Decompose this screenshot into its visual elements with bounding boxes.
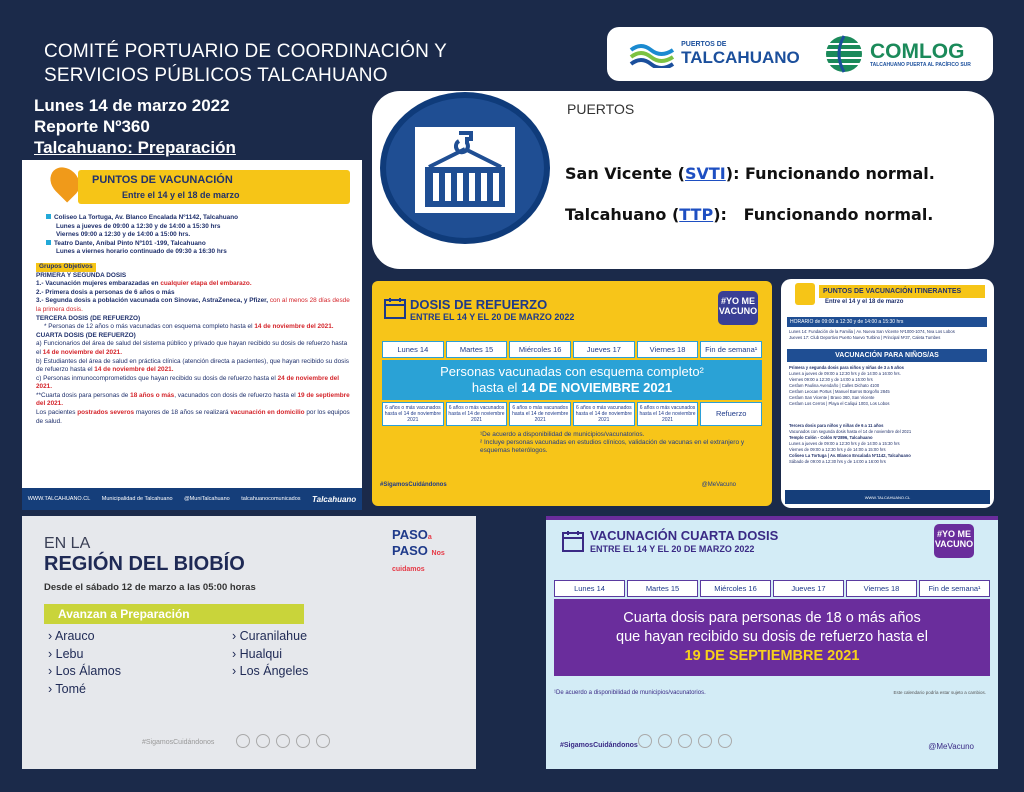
kids-block1: [789, 365, 987, 407]
vaccine-icon: [718, 734, 732, 748]
port2-status: ): Funcionando normal.: [713, 205, 934, 224]
region-since: Desde el sábado 12 de marzo a las 05:00 horas: [44, 582, 256, 593]
region-commune: › Curanilahue: [232, 629, 308, 643]
day-header: Jueves 17: [773, 580, 844, 597]
calendar-icon: [562, 530, 584, 552]
booster-days-row: [382, 341, 762, 358]
port-talcahuano: [565, 205, 933, 224]
committee-title-line1: COMITÉ PORTUARIO DE COORDINACIÓN Y: [44, 41, 448, 62]
g3-e3: por los equipos de salud.: [36, 409, 350, 425]
booster-note1: ¹De acuerdo a disponibilidad de municipios/vacunatorios.: [480, 431, 645, 438]
booster-cell-weekend: Refuerzo: [700, 402, 762, 426]
booster-banner-date: 14 DE NOVIEMBRE 2021: [521, 380, 673, 395]
fourth-banner-line2: que hayan recibido su dosis de refuerzo hasta el: [616, 629, 928, 645]
day-header: Martes 15: [446, 341, 508, 358]
g3-er2: vacunación en domicilio: [230, 409, 305, 417]
booster-cells-row: [382, 402, 762, 426]
booster-hashtag: #SigamosCuidándonos: [380, 482, 447, 488]
day-header: Lunes 14: [382, 341, 444, 358]
paso-a-paso-logo: [392, 528, 470, 576]
booster-social[interactable]: @MeVacuno: [701, 482, 736, 488]
ventilation-icon: [698, 734, 712, 748]
vac-loc2-a: Lunes a viernes horario continuado de 09:30 a 16:30 hrs: [56, 248, 227, 256]
region-column2: [232, 628, 308, 681]
vac-loc2: Teatro Dante, Aníbal Pinto Nº101 -199, Talcahuano: [54, 239, 206, 247]
g3-e: Los pacientes: [36, 409, 76, 417]
paso2: PASO: [392, 543, 428, 558]
itinerant-footer: [785, 490, 990, 504]
groups-tag: Grupos Objetivos: [36, 263, 96, 272]
fourth-note2: Este calendario podría estar sujeto a cambios.: [893, 690, 986, 695]
port1-name: San Vicente (: [565, 164, 685, 183]
day-header: Viernes 18: [846, 580, 917, 597]
paso1: PASO: [392, 527, 428, 542]
report-number: Reporte Nº360: [34, 117, 150, 136]
kids2-a: Vacunados con segunda dosis hasta el 14 de noviembre del 2021: [789, 429, 912, 434]
region-en: EN LA: [44, 535, 91, 552]
itinerant-line2: Jueves 17: Club Deportivo Puerto Nuevo Turbino | Principal Nº37, Caleta Tumbes: [789, 335, 941, 340]
booster-banner: [382, 360, 762, 400]
kids2-d: Viernes de 09:00 a 12:30 hrs y de 14:00 a 15:00 hrs: [789, 447, 886, 452]
distance-icon: [276, 734, 290, 748]
fourth-social[interactable]: @MeVacuno: [928, 742, 974, 751]
kids-block2: [789, 423, 987, 465]
region-commune: › Hualqui: [232, 646, 283, 661]
mask-icon: [638, 734, 652, 748]
kids2-e: Coliseo La Tortuga | Av. Blanco Encalada Nº1142, Talcahuano: [789, 453, 911, 458]
ttp-link[interactable]: TTP: [679, 205, 714, 224]
paso-a: a: [427, 534, 432, 541]
itinerant-title: PUNTOS DE VACUNACIÓN ITINERANTES: [819, 285, 985, 298]
kids2-f: Sábado de 09:00 a 12:30 hrs y de 14:00 a 16:00 hrs: [789, 459, 886, 464]
port-san-vicente: [565, 164, 935, 183]
yo-me-vacuno-badge: #YO ME VACUNO: [934, 524, 974, 558]
region-column1: [48, 628, 121, 698]
booster-schedule-table: [382, 341, 762, 426]
vaccination-points-card: [22, 160, 362, 510]
booster-cell: 6 años o más vacunados hasta el 14 de noviembre 2021: [382, 402, 444, 426]
day-header: Martes 15: [627, 580, 698, 597]
day-header: Lunes 14: [554, 580, 625, 597]
calendar-icon: [384, 297, 406, 319]
handwash-icon: [256, 734, 270, 748]
region-commune: › Arauco: [48, 629, 95, 643]
paso-sub: Nos cuidamos: [392, 550, 445, 573]
itinerant-lines: [789, 329, 987, 341]
g2-1r: 14 de noviembre del 2021.: [254, 323, 334, 331]
distance-icon: [678, 734, 692, 748]
kids2-c: Lunes a jueves de 09:00 a 12:30 hrs y de 14:00 a 15:30 hrs: [789, 441, 900, 446]
g3-br: 14 de noviembre del 2021.: [94, 366, 174, 374]
cesfam3: Cesfam San Vicente | Bravo 360, San Vicente: [789, 395, 875, 400]
booster-title: DOSIS DE REFUERZO: [410, 297, 548, 312]
g3-d: **Cuarta dosis para personas de: [36, 391, 129, 399]
booster-cell: 6 años o más vacunados hasta el 14 de noviembre 2021: [509, 402, 571, 426]
logo1-small: PUERTOS DE: [681, 41, 727, 48]
cesfam1: Cesfam Paulina Avendaño | Calles Dichato 4100: [789, 383, 880, 388]
booster-cell: 6 años o más vacunados hasta el 14 de noviembre 2021: [446, 402, 508, 426]
region-card: [22, 516, 476, 769]
ports-label: PUERTOS: [567, 101, 635, 117]
report-info: [34, 95, 236, 158]
booster-cell: 6 años o más vacunados hasta el 14 de noviembre 2021: [573, 402, 635, 426]
comlog-globe-icon: [824, 34, 864, 74]
port2-name: Talcahuano (: [565, 205, 680, 224]
fourth-banner-line1: Cuarta dosis para personas de 18 o más años: [623, 610, 921, 626]
svti-link[interactable]: SVTI: [684, 164, 726, 183]
g3-c: c) Personas inmunocomprometidos que hayan recibido su dosis de refuerzo hasta el: [36, 374, 276, 382]
day-header: Fin de semana¹: [700, 341, 762, 358]
logo1-big: TALCAHUANO: [681, 48, 800, 67]
itinerant-card: [781, 279, 994, 508]
fourth-banner-date: 19 DE SEPTIEMBRE 2021: [684, 648, 860, 664]
location-pin-icon: [795, 283, 815, 305]
talcahuano-logo-text: Talcahuano: [312, 494, 357, 504]
g3-dr2: 19 de septiembre del 2021.: [36, 391, 350, 408]
booster-banner-line2: hasta el: [471, 380, 518, 395]
footer-twitter[interactable]: @MuniTalcahuano: [184, 496, 230, 502]
booster-cell: 6 años o más vacunados hasta el 14 de noviembre 2021: [637, 402, 699, 426]
region-commune: › Los Álamos: [48, 664, 121, 678]
vaccine-icon: [316, 734, 330, 748]
fourth-hashtag: #SigamosCuidándonos: [560, 742, 638, 749]
g3-dr: 18 años o más: [130, 391, 175, 399]
fourth-subtitle: ENTRE EL 14 Y EL 20 DE MARZO 2022: [590, 544, 755, 554]
day-header: Jueves 17: [573, 341, 635, 358]
vac-loc1-a: Lunes a jueves de 09:00 a 12:30 y de 14:00 a 15:30 hrs: [56, 222, 221, 230]
fourth-banner: [554, 599, 990, 676]
booster-note2: ² Incluye personas vacunadas en estudios clínicos, validación de vacunas en el extranjero y esquemas heterólogos.: [480, 439, 745, 454]
vac-loc1-b: Viernes 09:00 a 12:30 y de 14:00 a 15:00 hrs.: [56, 231, 191, 239]
vac-points-title: PUNTOS DE VACUNACIÓN: [92, 174, 233, 186]
g3-cr: 24 de noviembre del 2021.: [36, 374, 340, 391]
day-header: Miércoles 16: [700, 580, 771, 597]
region-commune: › Los Ángeles: [232, 664, 309, 678]
vac-points-footer: [22, 488, 362, 510]
logos-panel: [607, 27, 993, 81]
fourth-schedule-table: [554, 580, 990, 676]
mask-icon: [236, 734, 250, 748]
booster-card: [372, 281, 772, 506]
g2-1: * Personas de 12 años o más vacunadas con esquema completo hasta el: [44, 323, 253, 331]
yo-me-vacuno-badge: #YO ME VACUNO: [718, 291, 758, 325]
region-icons: [236, 734, 330, 748]
itinerant-website-link[interactable]: WWW.TALCAHUANO.CL: [864, 494, 911, 500]
committee-title: [44, 40, 447, 88]
g1-title: PRIMERA Y SEGUNDA DOSIS: [36, 271, 127, 279]
g1-3: 3.- Segunda dosis a población vacunada con Sinovac, AstraZeneca, y Pfizer,: [36, 297, 269, 305]
fourth-days-row: [554, 580, 990, 597]
g3-er: postrados severos: [77, 409, 135, 417]
region-hashtag: #SigamosCuidándonos: [142, 739, 215, 746]
itinerant-schedule: HORARIO de 09:00 a 12:30 y de 14:00 a 15:30 hrs: [787, 317, 987, 327]
footer-website-link[interactable]: WWW.TALCAHUANO.CL: [27, 496, 91, 502]
itinerant-subtitle: Entre el 14 y el 18 de marzo: [825, 299, 904, 305]
square-bullet-icon: [46, 240, 51, 245]
booster-notes: [480, 431, 772, 455]
g1-3r: con al menos 28 días desde la primera dosis.: [36, 297, 350, 313]
g3-d2: , vacunados con dosis de refuerzo hasta el: [174, 391, 296, 399]
day-header: Miércoles 16: [509, 341, 571, 358]
vac-loc1: Coliseo La Tortuga, Av. Blanco Encalada Nº1142, Talcahuano: [54, 214, 239, 221]
g1-1r: cualquier etapa del embarazo.: [160, 280, 252, 288]
g3-e2: mayores de 18 años se realizará: [135, 409, 229, 417]
kids2: Tercera dosis para niños y niñas de 6 a 11 años: [789, 423, 884, 428]
g3-a: a) Funcionarios del área de salud del sistema público y privado que hayan recibido su dosis de refuerzo hasta el: [36, 340, 348, 356]
g1-1: 1.- Vacunación mujeres embarazadas en: [36, 280, 159, 288]
square-bullet-icon: [46, 214, 51, 219]
report-status: Talcahuano: Preparación: [34, 138, 236, 157]
day-header: Viernes 18: [637, 341, 699, 358]
fourth-note: ¹De acuerdo a disponibilidad de municipios/vacunatorios.: [554, 690, 706, 696]
g1-2: 2.- Primera dosis a personas de 6 años o más: [36, 288, 175, 296]
cesfam2: Cesfam Leocan Portus | Manuel Barros Borgoño 2845: [789, 389, 890, 394]
comlog-logo: [824, 34, 971, 74]
advance-banner: Avanzan a Preparación: [44, 604, 304, 624]
handwash-icon: [658, 734, 672, 748]
port1-status: ): Funcionando normal.: [725, 164, 935, 183]
day-header: Fin de semana¹: [919, 580, 990, 597]
kids1: Primera y segunda dosis para niños y niñas de 3 a 5 años: [789, 365, 904, 370]
fourth-title: VACUNACIÓN CUARTA DOSIS: [590, 528, 779, 543]
footer-instagram[interactable]: talcahuanocomunicados: [241, 496, 301, 502]
region-commune: › Tomé: [48, 681, 86, 696]
kids1-a: Lunes a jueves de 09:00 a 12:30 hrs y de 14:00 a 16:00 hrs.: [789, 371, 901, 376]
itinerant-line1: Lunes 14: Fundación de la Familia | Av. Nueva San Vicente Nº1000-1074, Nva Los Lobos: [789, 329, 955, 334]
kids-title: VACUNACIÓN PARA NIÑOS/AS: [787, 349, 987, 362]
ventilation-icon: [296, 734, 310, 748]
kids1-b: Viernes 09:00 a 12:30 y de 14:00 a 15:00 hrs: [789, 377, 873, 382]
region-commune: › Lebu: [48, 646, 84, 661]
g3-title: CUARTA DOSIS (DE REFUERZO): [36, 331, 136, 339]
kids2-b: Templo Colón - Colón Nº2896, Talcahuano: [789, 435, 873, 440]
booster-banner-line1: Personas vacunadas con esquema completo²: [440, 364, 704, 379]
committee-title-line2: SERVICIOS PÚBLICOS TALCAHUANO: [44, 65, 388, 86]
fourth-dose-card: [546, 516, 998, 769]
fourth-icons: [638, 734, 732, 748]
footer-facebook[interactable]: Municipalidad de Talcahuano: [101, 496, 173, 502]
region-name: REGIÓN DEL BIOBÍO: [44, 553, 245, 575]
puertos-talcahuano-logo: [629, 40, 800, 68]
g2-title: TERCERA DOSIS (DE REFUERZO): [36, 314, 141, 322]
logo2-big: COMLOG: [869, 39, 965, 63]
g3-ar: 14 de noviembre del 2021.: [42, 348, 122, 356]
logo2-small: TALCAHUANO PUERTA AL PACÍFICO SUR: [869, 61, 971, 68]
cesfam4: Cesfam Los Cerros | Playa el Caliqui 1003, Los Lobos: [789, 401, 890, 406]
booster-subtitle: ENTRE EL 14 Y EL 20 DE MARZO 2022: [410, 312, 575, 322]
vac-points-subtitle: Entre el 14 y el 18 de marzo: [122, 190, 240, 200]
g3-b: b) Estudiantes del área de salud en práctica clínica (atención directa a pacientes), que hayan recibido su dosis de refuerzo hasta el: [36, 357, 349, 374]
waves-icon: [629, 40, 675, 68]
container-crane-icon: [415, 127, 515, 213]
top-stripe: [546, 516, 998, 520]
report-date: Lunes 14 de marzo 2022: [34, 96, 230, 115]
